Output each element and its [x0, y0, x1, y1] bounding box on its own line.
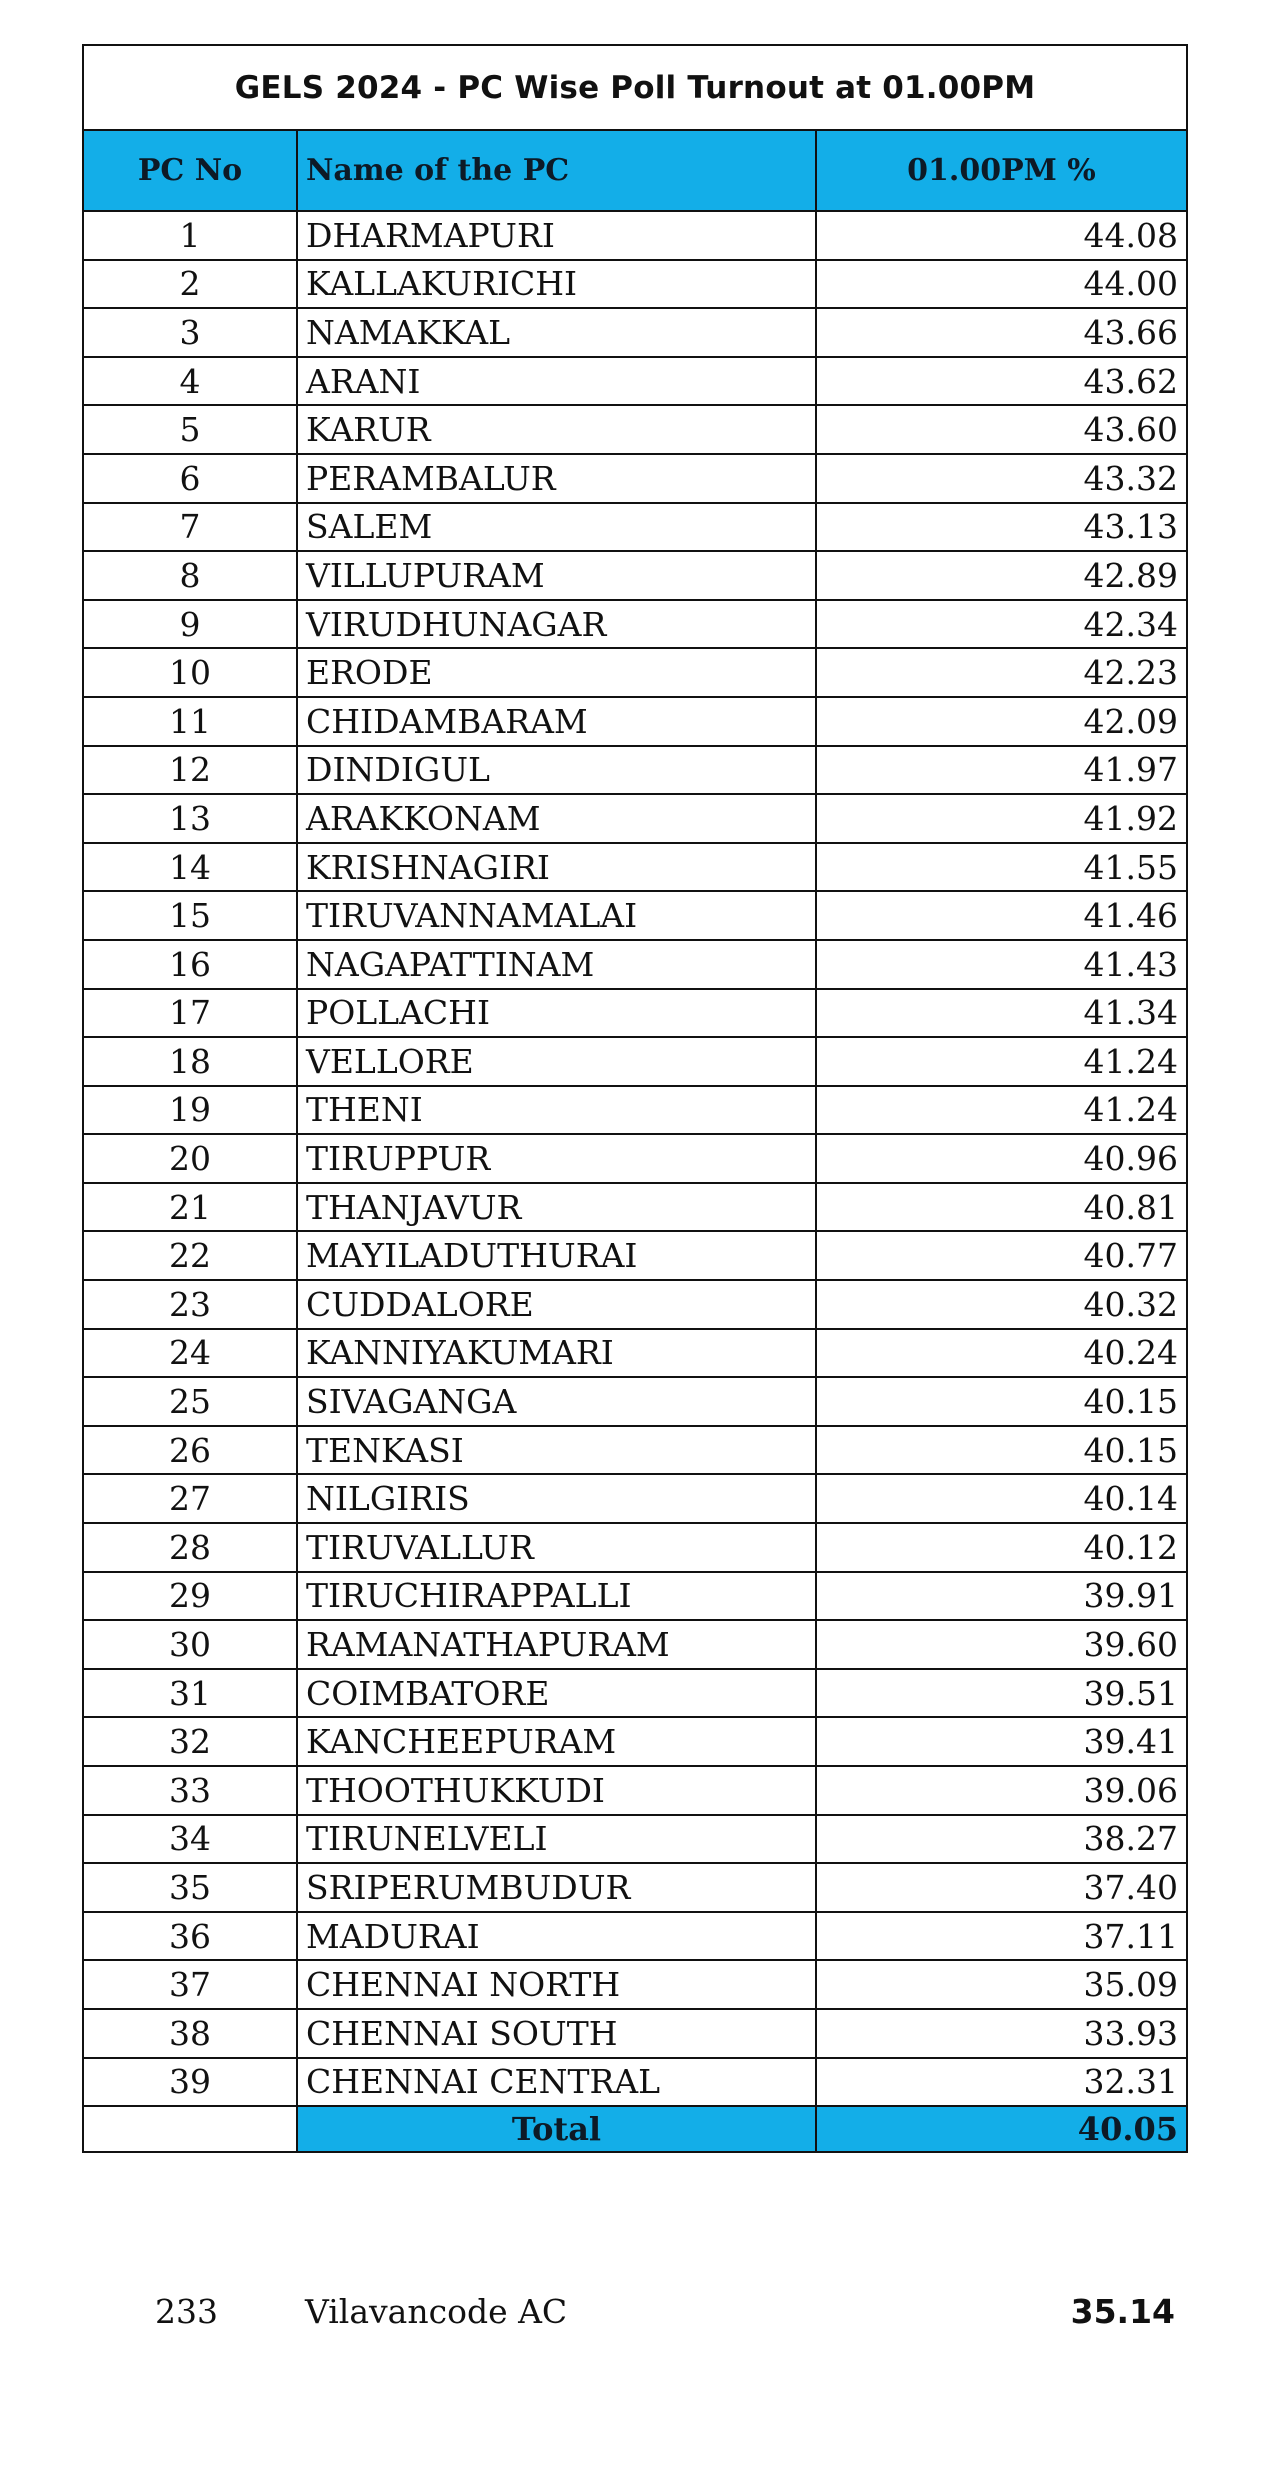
percent-cell: 37.40: [816, 1863, 1187, 1912]
percent-cell: 44.00: [816, 260, 1187, 309]
pc-name-cell: VELLORE: [297, 1037, 816, 1086]
table-row: [83, 697, 1187, 746]
table-row: [83, 2009, 1187, 2058]
percent-cell: 32.31: [816, 2058, 1187, 2107]
percent-cell: 42.09: [816, 697, 1187, 746]
table-row: [83, 1377, 1187, 1426]
pc-name-cell: KANNIYAKUMARI: [297, 1329, 816, 1378]
percent-cell: 43.13: [816, 503, 1187, 552]
percent-cell: 42.89: [816, 551, 1187, 600]
pc-name-cell: KANCHEEPURAM: [297, 1717, 816, 1766]
pc-name-cell: NAMAKKAL: [297, 308, 816, 357]
percent-cell: 40.81: [816, 1183, 1187, 1232]
pc-name-cell: TIRUVANNAMALAI: [297, 891, 816, 940]
pc-name-cell: THANJAVUR: [297, 1183, 816, 1232]
percent-cell: 37.11: [816, 1912, 1187, 1961]
pc-name-cell: TIRUPPUR: [297, 1134, 816, 1183]
pc-no-cell: 8: [83, 551, 297, 600]
pc-no-cell: 6: [83, 454, 297, 503]
table-row: [83, 503, 1187, 552]
pc-name-cell: ERODE: [297, 648, 816, 697]
header-pc-name: Name of the PC: [297, 130, 816, 211]
pc-name-cell: MADURAI: [297, 1912, 816, 1961]
total-label: Total: [297, 2106, 816, 2152]
table-row: [83, 1134, 1187, 1183]
percent-cell: 41.46: [816, 891, 1187, 940]
percent-cell: 40.32: [816, 1280, 1187, 1329]
pc-name-cell: CHIDAMBARAM: [297, 697, 816, 746]
pc-name-cell: DINDIGUL: [297, 746, 816, 795]
pc-no-cell: 23: [83, 1280, 297, 1329]
pc-name-cell: SRIPERUMBUDUR: [297, 1863, 816, 1912]
percent-cell: 40.15: [816, 1426, 1187, 1475]
pc-name-cell: COIMBATORE: [297, 1669, 816, 1718]
percent-cell: 35.09: [816, 1960, 1187, 2009]
percent-cell: 40.15: [816, 1377, 1187, 1426]
pc-name-cell: VIRUDHUNAGAR: [297, 600, 816, 649]
pc-name-cell: SIVAGANGA: [297, 1377, 816, 1426]
pc-no-cell: 29: [83, 1572, 297, 1621]
percent-cell: 33.93: [816, 2009, 1187, 2058]
footer-ac-number: 233: [155, 2292, 218, 2331]
pc-name-cell: TENKASI: [297, 1426, 816, 1475]
pc-name-cell: THOOTHUKKUDI: [297, 1766, 816, 1815]
table-title: GELS 2024 - PC Wise Poll Turnout at 01.00PM: [83, 45, 1187, 130]
table-row: [83, 1523, 1187, 1572]
table-row: [83, 1766, 1187, 1815]
table-row: [83, 2058, 1187, 2107]
pc-no-cell: 7: [83, 503, 297, 552]
pc-name-cell: DHARMAPURI: [297, 211, 816, 260]
pc-no-cell: 17: [83, 989, 297, 1038]
table-row: [83, 308, 1187, 357]
percent-cell: 39.60: [816, 1620, 1187, 1669]
pc-name-cell: CHENNAI SOUTH: [297, 2009, 816, 2058]
table-row: [83, 648, 1187, 697]
table-row: [83, 794, 1187, 843]
table-row: [83, 891, 1187, 940]
pc-no-cell: 21: [83, 1183, 297, 1232]
percent-cell: 44.08: [816, 211, 1187, 260]
percent-cell: 41.34: [816, 989, 1187, 1038]
table-body: [83, 211, 1187, 2106]
pc-name-cell: MAYILADUTHURAI: [297, 1231, 816, 1280]
percent-cell: 43.62: [816, 357, 1187, 406]
header-row: [83, 130, 1187, 211]
table-row: [83, 1086, 1187, 1135]
pc-name-cell: CHENNAI NORTH: [297, 1960, 816, 2009]
pc-no-cell: 18: [83, 1037, 297, 1086]
table-row: [83, 843, 1187, 892]
percent-cell: 40.12: [816, 1523, 1187, 1572]
table-row: [83, 1620, 1187, 1669]
pc-no-cell: 37: [83, 1960, 297, 2009]
pc-no-cell: 34: [83, 1815, 297, 1864]
table-row: [83, 1912, 1187, 1961]
pc-name-cell: KARUR: [297, 405, 816, 454]
table-row: [83, 1572, 1187, 1621]
table-row: [83, 454, 1187, 503]
table-row: [83, 405, 1187, 454]
percent-cell: 42.23: [816, 648, 1187, 697]
table-row: [83, 1183, 1187, 1232]
pc-name-cell: TIRUNELVELI: [297, 1815, 816, 1864]
pc-no-cell: 25: [83, 1377, 297, 1426]
table-row: [83, 260, 1187, 309]
percent-cell: 40.24: [816, 1329, 1187, 1378]
pc-name-cell: ARANI: [297, 357, 816, 406]
pc-name-cell: TIRUVALLUR: [297, 1523, 816, 1572]
pc-no-cell: 31: [83, 1669, 297, 1718]
turnout-sheet: [82, 44, 1186, 2153]
pc-no-cell: 13: [83, 794, 297, 843]
pc-no-cell: 22: [83, 1231, 297, 1280]
pc-no-cell: 12: [83, 746, 297, 795]
pc-name-cell: VILLUPURAM: [297, 551, 816, 600]
percent-cell: 39.91: [816, 1572, 1187, 1621]
percent-cell: 38.27: [816, 1815, 1187, 1864]
pc-no-cell: 5: [83, 405, 297, 454]
percent-cell: 39.51: [816, 1669, 1187, 1718]
percent-cell: 41.97: [816, 746, 1187, 795]
footer-ac-value: 35.14: [1070, 2292, 1175, 2331]
percent-cell: 41.24: [816, 1037, 1187, 1086]
table-row: [83, 989, 1187, 1038]
percent-cell: 43.60: [816, 405, 1187, 454]
pc-name-cell: POLLACHI: [297, 989, 816, 1038]
table-row: [83, 1815, 1187, 1864]
pc-no-cell: 33: [83, 1766, 297, 1815]
pc-no-cell: 4: [83, 357, 297, 406]
table-row: [83, 1474, 1187, 1523]
pc-name-cell: RAMANATHAPURAM: [297, 1620, 816, 1669]
pc-no-cell: 39: [83, 2058, 297, 2107]
turnout-table: [82, 44, 1188, 2153]
table-row: [83, 1037, 1187, 1086]
percent-cell: 39.06: [816, 1766, 1187, 1815]
percent-cell: 39.41: [816, 1717, 1187, 1766]
table-row: [83, 1863, 1187, 1912]
pc-name-cell: PERAMBALUR: [297, 454, 816, 503]
table-row: [83, 940, 1187, 989]
pc-no-cell: 20: [83, 1134, 297, 1183]
percent-cell: 40.96: [816, 1134, 1187, 1183]
pc-no-cell: 9: [83, 600, 297, 649]
footer-note: [0, 2292, 1280, 2338]
pc-no-cell: 32: [83, 1717, 297, 1766]
percent-cell: 41.43: [816, 940, 1187, 989]
table-row: [83, 1669, 1187, 1718]
table-row: [83, 551, 1187, 600]
table-row: [83, 1426, 1187, 1475]
footer-ac-name: Vilavancode AC: [305, 2292, 568, 2331]
percent-cell: 40.77: [816, 1231, 1187, 1280]
pc-name-cell: TIRUCHIRAPPALLI: [297, 1572, 816, 1621]
pc-name-cell: CHENNAI CENTRAL: [297, 2058, 816, 2107]
table-row: [83, 1329, 1187, 1378]
pc-no-cell: 36: [83, 1912, 297, 1961]
percent-cell: 43.32: [816, 454, 1187, 503]
table-row: [83, 1231, 1187, 1280]
table-row: [83, 1717, 1187, 1766]
pc-no-cell: 30: [83, 1620, 297, 1669]
header-percent: 01.00PM %: [816, 130, 1187, 211]
pc-name-cell: KRISHNAGIRI: [297, 843, 816, 892]
pc-no-cell: 15: [83, 891, 297, 940]
percent-cell: 43.66: [816, 308, 1187, 357]
table-row: [83, 1280, 1187, 1329]
pc-no-cell: 24: [83, 1329, 297, 1378]
percent-cell: 41.55: [816, 843, 1187, 892]
table-row: [83, 211, 1187, 260]
pc-name-cell: ARAKKONAM: [297, 794, 816, 843]
percent-cell: 41.92: [816, 794, 1187, 843]
pc-no-cell: 28: [83, 1523, 297, 1572]
percent-cell: 40.14: [816, 1474, 1187, 1523]
pc-no-cell: 11: [83, 697, 297, 746]
total-row: [83, 2106, 1187, 2152]
pc-name-cell: THENI: [297, 1086, 816, 1135]
pc-no-cell: 10: [83, 648, 297, 697]
pc-no-cell: 27: [83, 1474, 297, 1523]
percent-cell: 42.34: [816, 600, 1187, 649]
pc-no-cell: 14: [83, 843, 297, 892]
pc-name-cell: SALEM: [297, 503, 816, 552]
pc-no-cell: 1: [83, 211, 297, 260]
total-empty-cell: [83, 2106, 297, 2152]
total-value: 40.05: [816, 2106, 1187, 2152]
table-row: [83, 1960, 1187, 2009]
table-row: [83, 600, 1187, 649]
pc-name-cell: KALLAKURICHI: [297, 260, 816, 309]
pc-name-cell: NILGIRIS: [297, 1474, 816, 1523]
pc-name-cell: CUDDALORE: [297, 1280, 816, 1329]
table-row: [83, 357, 1187, 406]
pc-name-cell: NAGAPATTINAM: [297, 940, 816, 989]
pc-no-cell: 38: [83, 2009, 297, 2058]
table-row: [83, 746, 1187, 795]
pc-no-cell: 2: [83, 260, 297, 309]
pc-no-cell: 26: [83, 1426, 297, 1475]
pc-no-cell: 35: [83, 1863, 297, 1912]
percent-cell: 41.24: [816, 1086, 1187, 1135]
pc-no-cell: 19: [83, 1086, 297, 1135]
header-pc-no: PC No: [83, 130, 297, 211]
pc-no-cell: 3: [83, 308, 297, 357]
pc-no-cell: 16: [83, 940, 297, 989]
